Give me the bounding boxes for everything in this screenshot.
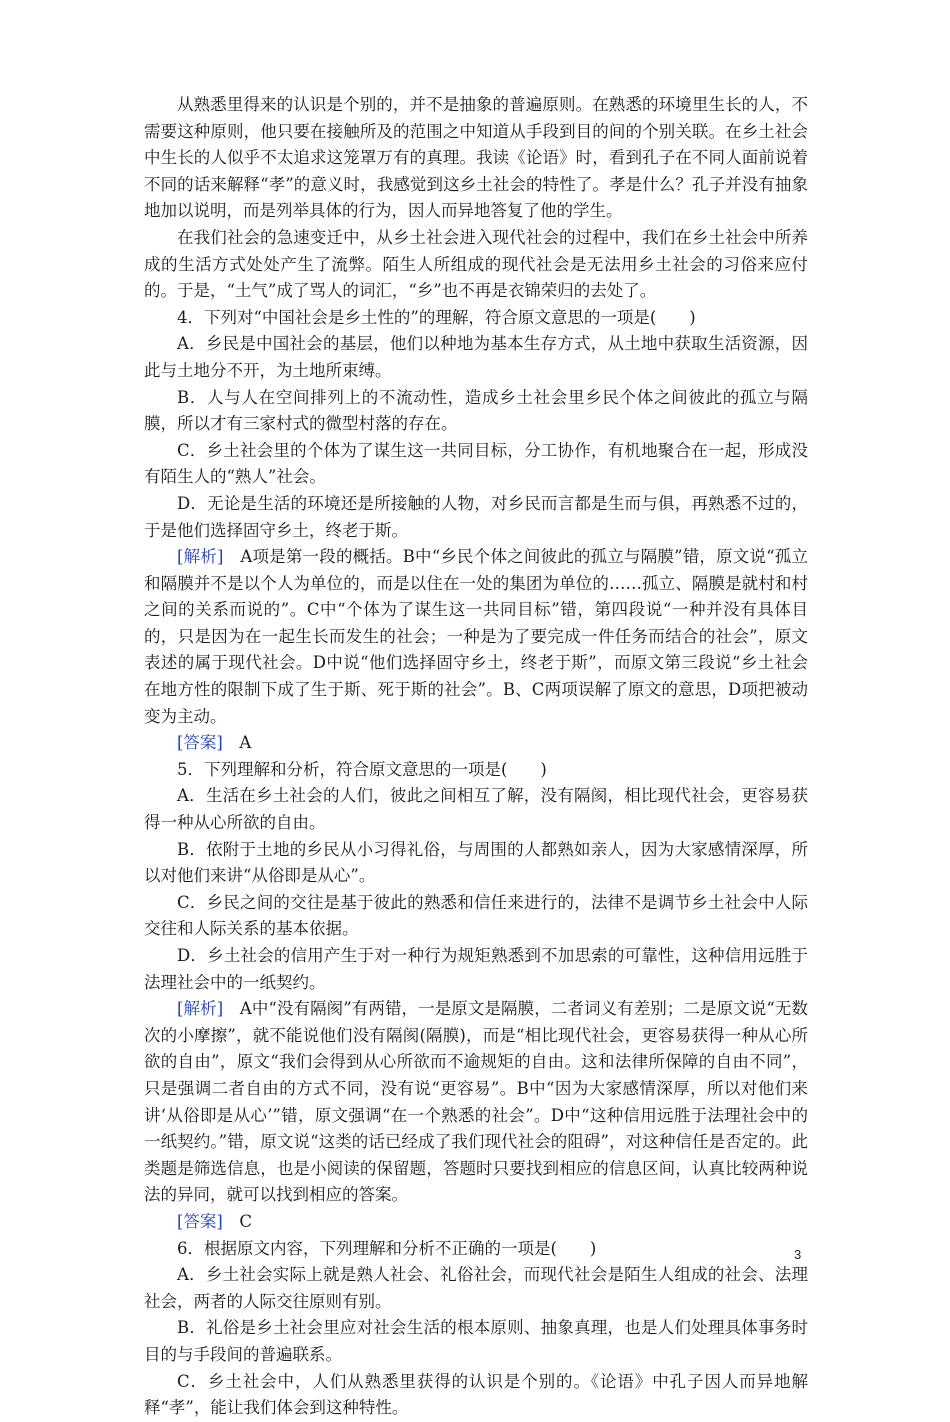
option-b: B．人与人在空间排列上的不流动性，造成乡土社会里乡民个体之间彼此的孤立与隔膜，所以才有三家村式的微型村落的存在。	[144, 387, 808, 434]
question-stem: 6．根据原文内容，下列理解和分析不正确的一项是( )	[177, 1238, 597, 1258]
option-c: C．乡民之间的交往是基于彼此的熟悉和信任来进行的，法律不是调节乡土社会中人际交往和人际关系的基本依据。	[144, 892, 808, 939]
analysis-paragraph	[144, 996, 808, 1209]
option-d: D．乡土社会的信用产生于对一种行为规矩熟悉到不加思索的可靠性，这种信用远胜于法理社会中的一纸契约。	[144, 946, 808, 992]
option-a: A．生活在乡土社会的人们，彼此之间相互了解，没有隔阂，相比现代社会，更容易获得一种从心所欲的自由。	[144, 786, 808, 833]
answer-label: [答案]	[177, 733, 223, 753]
option-a: A．乡土社会实际上就是熟人社会、礼俗社会，而现代社会是陌生人组成的社会、法理社会，两者的人际交往原则有别。	[144, 1265, 808, 1311]
option-d: D．无论是生活的环境还是所接触的人物，对乡民而言都是生而与俱，再熟悉不过的，于是他们选择固守乡土，终老于斯。	[144, 493, 808, 540]
question-stem: 5．下列理解和分析，符合原文意思的一项是( )	[177, 759, 547, 779]
page-content	[144, 92, 808, 1422]
analysis-text: A中“没有隔阂”有两错，一是原文是隔膜，二者词义有差别；二是原文说“无数次的小摩擦”，就不能说他们没有隔阂(隔膜)，而是“相比现代社会，更容易获得一种从心所欲的自由”，原文“我们会得到从心所欲而不逾规矩的自由。这和法律所保障的自由不同”，只是强调二者自由的方式不同，没有说“更容易”。B中“因为大家感情深厚，所以对他们来讲‘从俗即是从心’”错，原文强调“在一个熟悉的社会”。D中“这种信用远胜于法理社会中的一纸契约。”错，原文说“这类的话已经成了我们现代社会的阻碍”，对这种信任是否定的。此类题是筛选信息，也是小阅读的保留题，答题时只要找到相应的信息区间，认真比较两种说法的异同，就可以找到相应的答案。	[144, 999, 809, 1205]
analysis-label: [解析]	[177, 999, 224, 1019]
page-number: 3	[794, 1247, 802, 1262]
answer-value: A	[239, 733, 252, 753]
analysis-label: [解析]	[177, 547, 224, 567]
analysis-text: A项是第一段的概括。B中“乡民个体之间彼此的孤立与隔膜”错，原文说“孤立和隔膜并不是以个人为单位的，而是以住在一处的集团为单位的……孤立、隔膜是就村和村之间的关系而说的”。C中“个体为了谋生这一共同目标”错，第四段说“一种并没有具体目的，只是因为在一起生长而发生的社会；一种是为了要完成一件任务而结合的社会”，原文表述的属于现代社会。D中说“他们选择固守乡土，终老于斯”，而原文第三段说“乡土社会在地方性的限制下成了生于斯、死于斯的社会”。B、C两项误解了原文的意思，D项把被动变为主动。	[144, 547, 809, 726]
answer-paragraph	[144, 730, 808, 757]
option-a: A．乡民是中国社会的基层，他们以种地为基本生存方式，从土地中获取生活资源，因此与土地分不开，为土地所束缚。	[144, 334, 808, 380]
body-paragraph: 从熟悉里得来的认识是个别的，并不是抽象的普遍原则。在熟悉的环境里生长的人，不需要这种原则，他只要在接触所及的范围之中知道从手段到目的间的个别关联。在乡土社会中生长的人似乎不太追求这笼罩万有的真理。我读《论语》时，看到孔子在不同人面前说着不同的话来解释“孝”的意义时，我感觉到这乡土社会的特性了。孝是什么？孔子并没有抽象地加以说明，而是列举具体的行为，因人而异地答复了他的学生。	[144, 95, 808, 221]
option-b: B．依附于土地的乡民从小习得礼俗，与周围的人都熟如亲人，因为大家感情深厚，所以对他们来讲“从俗即是从心”。	[144, 839, 808, 886]
analysis-paragraph	[144, 544, 808, 730]
answer-label: [答案]	[177, 1211, 223, 1231]
option-c: C．乡土社会里的个体为了谋生这一共同目标，分工协作，有机地聚合在一起，形成没有陌生人的“熟人”社会。	[144, 440, 808, 487]
answer-value: C	[239, 1211, 252, 1231]
option-c: C．乡土社会中，人们从熟悉里获得的认识是个别的。《论语》中孔子因人而异地解释“孝”，能让我们体会到这种特性。	[144, 1371, 808, 1418]
option-b: B．礼俗是乡土社会里应对社会生活的根本原则、抽象真理，也是人们处理具体事务时目的与手段间的普遍联系。	[144, 1318, 808, 1364]
body-paragraph: 在我们社会的急速变迁中，从乡土社会进入现代社会的过程中，我们在乡土社会中所养成的生活方式处处产生了流弊。陌生人所组成的现代社会是无法用乡土社会的习俗来应付的。于是，“土气”成了骂人的词汇，“乡”也不再是衣锦荣归的去处了。	[144, 227, 808, 301]
answer-paragraph	[144, 1209, 808, 1236]
question-stem: 4．下列对“中国社会是乡土性的”的理解，符合原文意思的一项是( )	[177, 307, 696, 327]
